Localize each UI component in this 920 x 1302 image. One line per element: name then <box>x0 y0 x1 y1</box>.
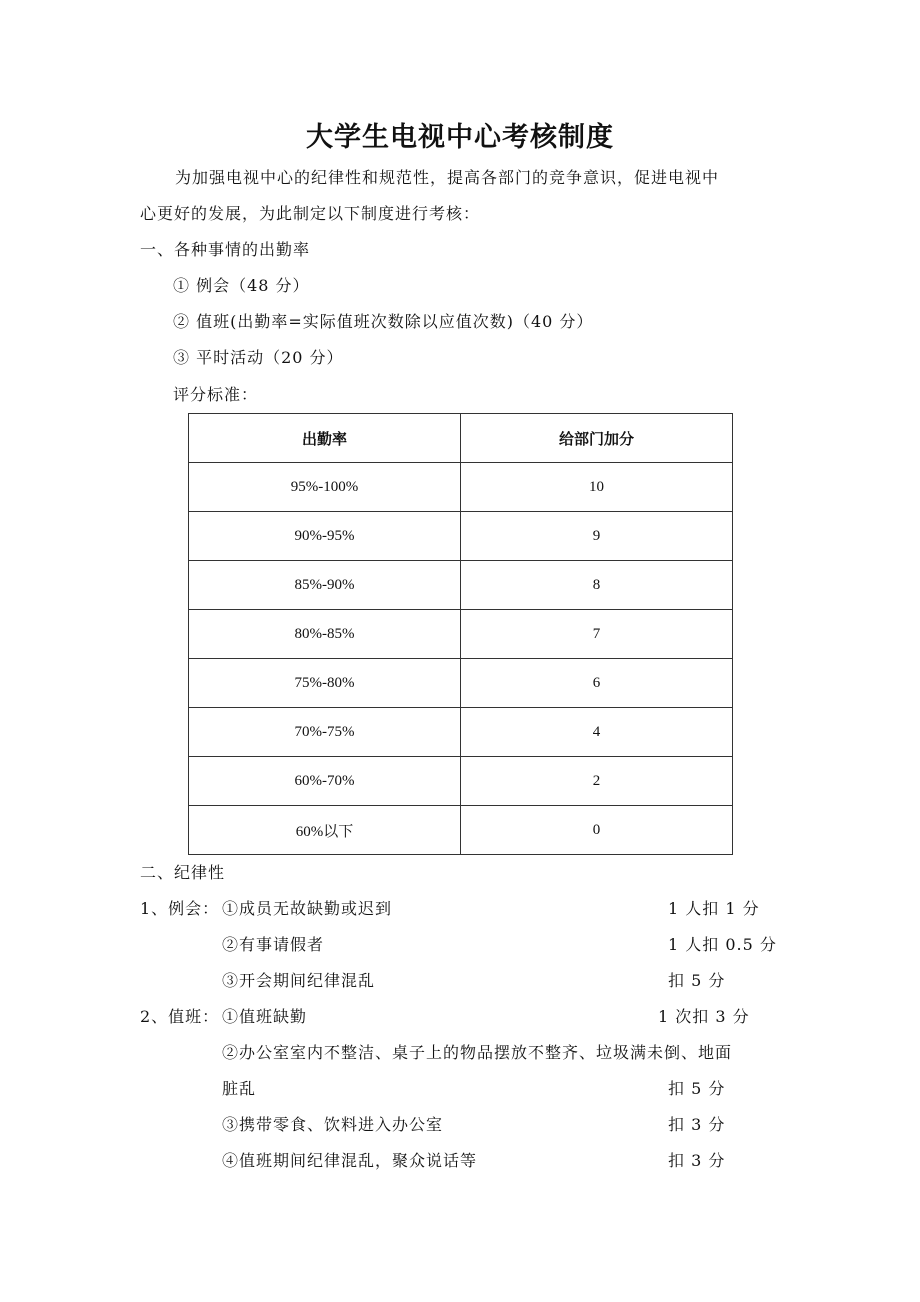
header-attendance: 出勤率 <box>189 414 461 463</box>
table-row <box>189 806 733 855</box>
meeting-rule-2: ②有事请假者 <box>222 935 325 954</box>
intro-line-1: 为加强电视中心的纪律性和规范性，提高各部门的竞争意识，促进电视中 <box>175 168 720 187</box>
meeting-rule-1: ①成员无故缺勤或迟到 <box>222 899 393 918</box>
duty-penalty-4: 扣 3 分 <box>668 1151 726 1170</box>
intro-line-2: 心更好的发展，为此制定以下制度进行考核： <box>140 204 481 223</box>
duty-rule-4: ④值班期间纪律混乱，聚众说话等 <box>222 1151 478 1170</box>
meeting-penalty-3: 扣 5 分 <box>668 971 726 990</box>
duty-rule-3: ③携带零食、饮料进入办公室 <box>222 1115 444 1134</box>
duty-rule-1: ①值班缺勤 <box>222 1007 308 1026</box>
table-row <box>189 463 733 512</box>
table-row <box>189 708 733 757</box>
meeting-penalty-1: 1 人扣 1 分 <box>668 899 760 918</box>
bonus-cell: 6 <box>461 659 733 708</box>
table-row <box>189 561 733 610</box>
duty-penalty-1: 1 次扣 3 分 <box>658 1007 750 1026</box>
attendance-cell: 70%-75% <box>189 708 461 757</box>
table-row <box>189 757 733 806</box>
attendance-cell: 95%-100% <box>189 463 461 512</box>
bonus-cell: 7 <box>461 610 733 659</box>
attendance-cell: 80%-85% <box>189 610 461 659</box>
duty-penalty-3: 扣 3 分 <box>668 1115 726 1134</box>
criteria-label: 评分标准： <box>173 385 259 404</box>
duty-rule-2-line1: ②办公室室内不整洁、桌子上的物品摆放不整齐、垃圾满未倒、地面 <box>222 1043 733 1062</box>
attendance-cell: 60%以下 <box>189 806 461 855</box>
table-row <box>189 659 733 708</box>
bonus-cell: 2 <box>461 757 733 806</box>
bonus-cell: 0 <box>461 806 733 855</box>
attendance-cell: 60%-70% <box>189 757 461 806</box>
table-header-row <box>189 414 733 463</box>
attendance-cell: 75%-80% <box>189 659 461 708</box>
meeting-penalty-2: 1 人扣 0.5 分 <box>668 935 777 954</box>
header-bonus: 给部门加分 <box>461 414 733 463</box>
duty-penalty-2: 扣 5 分 <box>668 1079 726 1098</box>
table-row <box>189 512 733 561</box>
document-title: 大学生电视中心考核制度 <box>306 122 614 153</box>
bonus-cell: 10 <box>461 463 733 512</box>
bonus-cell: 9 <box>461 512 733 561</box>
duty-rule-2-line2: 脏乱 <box>222 1079 257 1098</box>
table-row <box>189 610 733 659</box>
bonus-cell: 4 <box>461 708 733 757</box>
meeting-label: 1、例会： <box>140 899 220 918</box>
attendance-cell: 85%-90% <box>189 561 461 610</box>
score-table <box>188 413 733 855</box>
attendance-cell: 90%-95% <box>189 512 461 561</box>
section1-item-duty: ② 值班(出勤率=实际值班次数除以应值次数)（40 分） <box>173 312 594 331</box>
meeting-rule-3: ③开会期间纪律混乱 <box>222 971 376 990</box>
section2-heading: 二、纪律性 <box>140 863 226 882</box>
section1-item-activity: ③ 平时活动（20 分） <box>173 348 344 367</box>
bonus-cell: 8 <box>461 561 733 610</box>
section1-heading: 一、各种事情的出勤率 <box>140 240 311 259</box>
duty-label: 2、值班： <box>140 1007 220 1026</box>
section1-item-meeting: ① 例会（48 分） <box>173 276 310 295</box>
